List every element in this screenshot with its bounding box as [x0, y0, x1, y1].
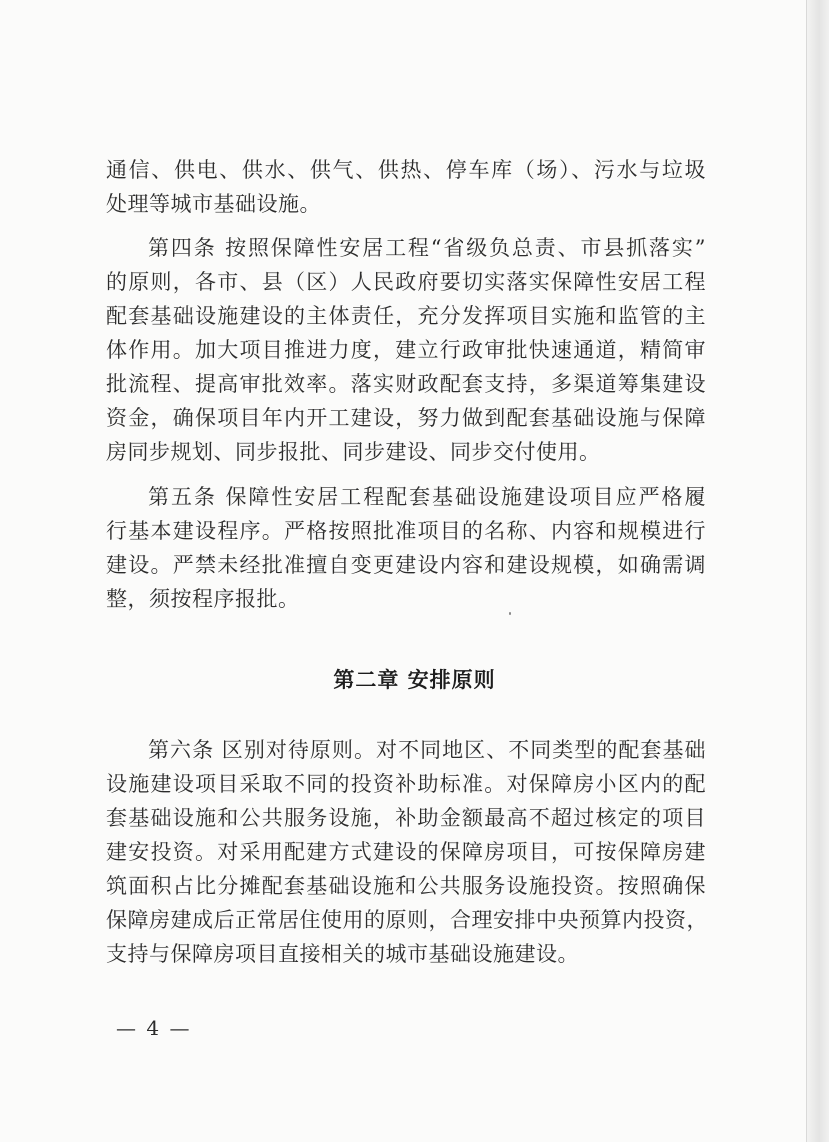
scan-edge-shadow	[806, 0, 829, 1142]
text-line: 的原则，各市、县（区）人民政府要切实落实保障性安居工程	[106, 270, 706, 294]
text-line: 房同步规划、同步报批、同步建设、同步交付使用。	[106, 440, 601, 464]
text-line: 建安投资。对采用配建方式建设的保障房项目，可按保障房建	[106, 840, 706, 864]
text-line: 第五条 保障性安居工程配套基础设施建设项目应严格履	[148, 485, 706, 509]
article-4-paragraph	[106, 231, 706, 469]
text-line: 体作用。加大项目推进力度，建立行政审批快速通道，精简审	[106, 338, 706, 362]
text-line: 建设。严禁未经批准擅自变更建设内容和建设规模，如确需调	[106, 553, 706, 577]
text-line: 批流程、提高审批效率。落实财政配套支持，多渠道筹集建设	[106, 372, 706, 396]
text-line: 资金，确保项目年内开工建设，努力做到配套基础设施与保障	[106, 406, 706, 430]
text-line: 支持与保障房项目直接相关的城市基础设施建设。	[106, 942, 579, 966]
text-line: 第四条 按照保障性安居工程“省级负总责、市县抓落实”	[148, 236, 706, 260]
text-line: 设施建设项目采取不同的投资补助标准。对保障房小区内的配	[106, 772, 706, 796]
text-line: 套基础设施和公共服务设施，补助金额最高不超过核定的项目	[106, 806, 706, 830]
chapter-heading: 第二章 安排原则	[333, 668, 496, 692]
text-line: 行基本建设程序。严格按照批准项目的名称、内容和规模进行	[106, 519, 706, 543]
text-line: 整，须按程序报批。	[106, 587, 300, 611]
article-5-paragraph	[106, 480, 706, 616]
paragraph-continuation	[106, 153, 706, 221]
text-line: 处理等城市基础设施。	[106, 192, 321, 216]
text-line: 筑面积占比分摊配套基础设施和公共服务设施投资。按照确保	[106, 874, 706, 898]
text-line: 第六条 区别对待原则。对不同地区、不同类型的配套基础	[148, 738, 706, 762]
page-number: — 4 —	[116, 1016, 192, 1040]
text-line: 配套基础设施建设的主体责任，充分发挥项目实施和监管的主	[106, 304, 706, 328]
text-line: 通信、供电、供水、供气、供热、停车库（场）、污水与垃圾	[106, 158, 706, 182]
text-line: 保障房建成后正常居住使用的原则，合理安排中央预算内投资，	[106, 908, 708, 932]
scan-speck	[509, 612, 511, 615]
article-6-paragraph	[106, 733, 706, 971]
